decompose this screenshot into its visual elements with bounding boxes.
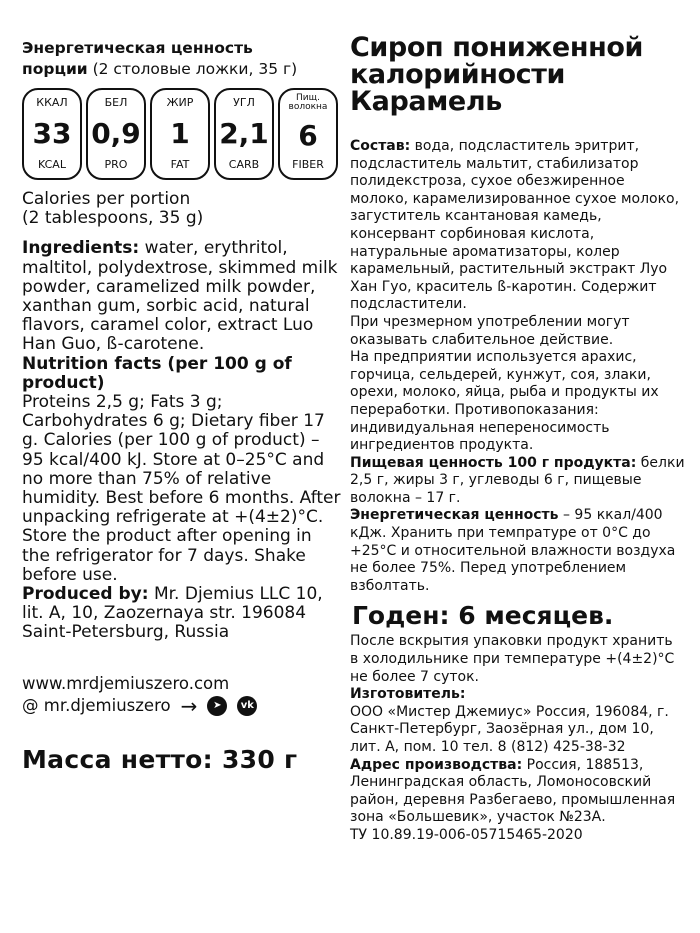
composition-text: вода, подсластитель эритрит, подсластитель мальтит, стабилизатор полидекстроза, сухое обезжиренное молоко, карамелизированное сухое молоко, загуститель ксантановая камедь, консервант сорбиновая кислота, натуральные ароматизаторы, колер карамельный, растительный экстракт Луо Хан Гуо, краситель ß-каротин. Содержит подсластители. (350, 138, 680, 313)
nutrition-value (350, 455, 685, 508)
contacts (22, 673, 344, 717)
nutrition-facts-text: Proteins 2,5 g; Fats 3 g; Carbohydrates 6 g; Dietary fiber 17 g. Calories (per 100 g of product) – 95 kcal/400 kJ. Store at 0–25°C and no more than 75% of relative humidity. Best before 6 months. After unpacking refrigerate at +(4±2)°C. Store the product after opening in the refrigerator for 7 days. Shake before use. (22, 392, 341, 585)
english-info (22, 190, 344, 643)
ingredients-label: Ingredients: (22, 238, 140, 259)
instagram-handle[interactable]: @ mr.djemiuszero (22, 695, 171, 715)
production-address-text: Россия, 188513, Ленинградская область, Ломоносовский район, деревня Разбегаево, промышленная зона «Большевик», участок №23А. (350, 756, 676, 826)
left-column (22, 38, 344, 774)
energy-per-portion-title (22, 38, 344, 80)
manufacturer-label: Изготовитель: (350, 686, 466, 703)
producer-text: Mr. Djemius LLC 10, lit. A, 10, Zaozernaya str. 196084 Saint-Petersburg, Russia (22, 584, 323, 643)
energy-value (350, 507, 685, 595)
box-top-label: БЕЛ (104, 96, 128, 109)
product-title (350, 34, 685, 115)
box-top-label: Пищ. волокна (288, 93, 328, 112)
ingredients-text: water, erythritol, maltitol, polydextrose, skimmed milk powder, caramelized milk powder, xanthan gum, sorbic acid, natural flavors, caramel color, extract Luo Han Guo, ß-carotene. (22, 238, 338, 355)
nutrition-box-fat (150, 88, 210, 180)
box-bottom-label: FIBER (292, 158, 324, 171)
best-before: Годен: 6 месяцев. (352, 601, 614, 631)
russian-info (350, 138, 685, 845)
technical-standard: ТУ 10.89.19-006-05715465-2020 (350, 826, 583, 843)
box-top-label: ЖИР (166, 96, 194, 109)
energy-value-label: Энергетическая ценность (350, 507, 559, 524)
box-value: 0,9 (91, 116, 141, 150)
calories-per-portion (22, 190, 344, 228)
box-value: 6 (298, 118, 318, 152)
nutrition-box-carb (214, 88, 274, 180)
box-bottom-label: KCAL (38, 158, 66, 171)
box-value: 1 (170, 116, 190, 150)
box-bottom-label: PRO (104, 158, 128, 171)
nutrition-boxes (22, 88, 344, 180)
box-bottom-label: FAT (170, 158, 190, 171)
box-top-label: ККАЛ (36, 96, 68, 109)
vk-icon[interactable]: vk (237, 696, 257, 716)
telegram-icon[interactable]: ➤ (207, 696, 227, 716)
ingredients (22, 239, 344, 354)
energy-title-portion-size: (2 столовые ложки, 35 г) (87, 60, 298, 78)
nutrition-value-text: белки 2,5 г, жиры 3 г, углеводы 6 г, пищевые волокна – 17 г. (350, 454, 685, 506)
box-value: 33 (32, 116, 72, 150)
nutrition-box-protein (86, 88, 146, 180)
energy-value-text: – 95 ккал/400 кДж. Хранить при темпратуре от 0°С до +25°С и относительной влажности воздуха не более 75%. Перед употреблением взболтать. (350, 507, 676, 594)
nutrition-box-kcal (22, 88, 82, 180)
product-title-line: Сироп пониженной (350, 32, 643, 63)
composition (350, 138, 685, 314)
production-address-label: Адрес производства: (350, 756, 523, 773)
manufacturer-text: ООО «Мистер Джемиус» Россия, 196084, г. Санкт-Петербург, Заозёрная ул., дом 10, лит. А, пом. 10 тел. 8 (812) 425-38-32 (350, 703, 669, 755)
manufacturer-label-row (350, 686, 685, 704)
right-column (350, 34, 685, 845)
allergens: На предприятии используется арахис, горчица, сельдерей, кунжут, соя, злаки, орехи, молоко, яйца, рыба и продукты их переработки. Противопоказания: индивидуальная непереносимость ингредиентов продукта. (350, 349, 659, 454)
social-row (22, 695, 344, 717)
composition-label: Состав: (350, 138, 411, 154)
producer (22, 585, 344, 643)
producer-label: Produced by: (22, 584, 149, 605)
calories-line: Calories per portion (22, 189, 191, 209)
energy-title-portion: порции (22, 60, 88, 78)
calories-portion-line: (2 tablespoons, 35 g) (22, 208, 204, 229)
box-bottom-label: CARB (228, 158, 260, 171)
nutrition-facts-label: Nutrition facts (per 100 g of product) (22, 353, 292, 393)
website-link[interactable]: www.mrdjemiuszero.com (22, 673, 230, 693)
laxative-warning: При чрезмерном употреблении могут оказывать слабительное действие. (350, 313, 630, 348)
nutrition-value-label: Пищевая ценность 100 г продукта: (350, 454, 637, 471)
nutrition-facts (22, 355, 344, 393)
energy-title-bold: Энергетическая ценность (22, 39, 253, 57)
box-value: 2,1 (219, 116, 269, 150)
production-address (350, 757, 685, 827)
net-weight: Масса нетто: 330 г (22, 744, 298, 774)
product-title-line: калорийности (350, 59, 566, 90)
nutrition-box-fiber (278, 88, 338, 180)
arrow-right-icon: → (180, 693, 198, 718)
box-top-label: УГЛ (233, 96, 255, 109)
after-opening: После вскрытия упаковки продукт хранить в холодильнике при температуре +(4±2)°С не более 7 суток. (350, 633, 675, 685)
product-title-line: Карамель (350, 86, 502, 117)
